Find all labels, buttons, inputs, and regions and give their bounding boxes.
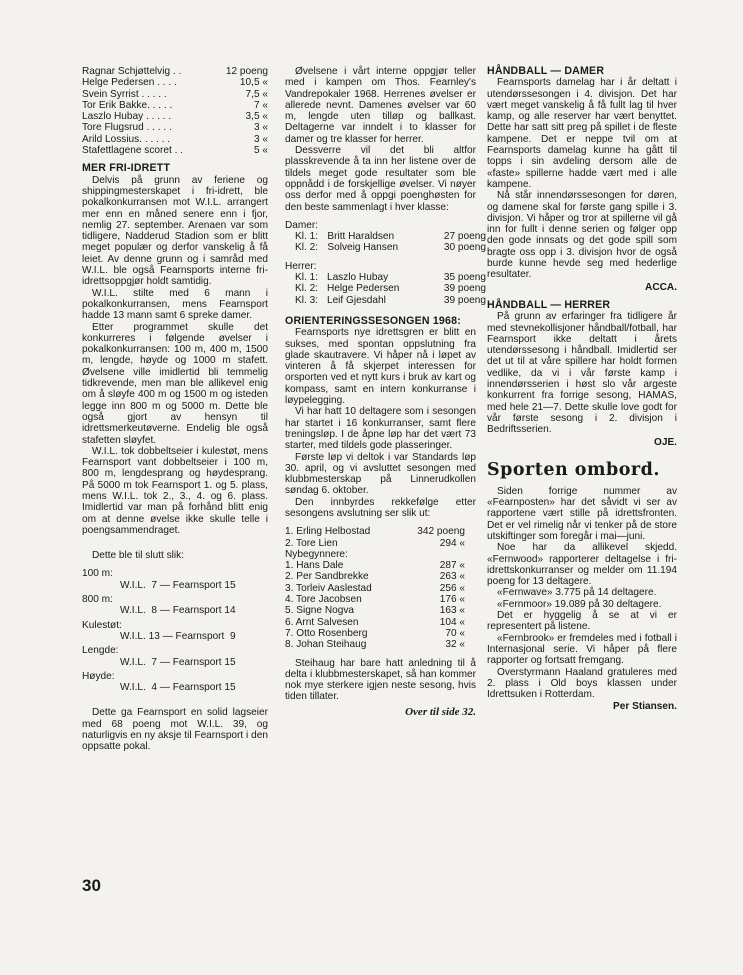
paragraph: Dette ga Fearnsport en solid lagseier med 68 poeng mot W.I.L. 39, og naturligvis en ny aksje til Fearnsport i den oppsatte pokal. <box>82 707 268 753</box>
paragraph: Første løp vi deltok i var Standards løp 30. april, og vi avsluttet sesongen med klubbmesterskap på Linnerudkollen søndag 6. oktober. <box>285 451 476 497</box>
result-line: W.I.L. 4 — Fearnsport 15 <box>120 682 236 694</box>
table-cell: Svein Syrrist . . . . . <box>82 88 167 100</box>
signature: OJE. <box>653 436 677 448</box>
table-cell: 6. Arnt Salvesen <box>285 616 359 628</box>
heading-orientering: ORIENTERINGSSESONGEN 1968: <box>285 314 461 327</box>
table-row <box>285 617 465 628</box>
table-row <box>82 77 268 88</box>
paragraph: «Fernmoor» 19.089 på 30 deltagere. <box>497 598 662 610</box>
paragraph: Det er hyggelig å se at vi er representert på listene. <box>487 610 677 633</box>
table-cell <box>401 549 465 560</box>
table-cell: 104 « <box>439 616 465 628</box>
table-row <box>285 571 465 582</box>
table-cell: 342 poeng <box>417 526 465 538</box>
paragraph: «Fernbrook» er fremdeles med i fotball i Internasjonal serie. Vi håper på flere rapporter og fortsatt fremgang. <box>487 632 677 667</box>
paragraph: Nå står innendørssesongen for døren, og damene skal for første gang spille i 3. divisjon. Vi håper og tror at spillerne vil gå inn for fullt i denne serien og følger opp den gode innsats og det gode spill som bragte oss opp i 3. divisjon hvor de også burde kunne hevde seg med hederlige resultater. <box>487 190 677 281</box>
results-list <box>82 568 268 693</box>
table-cell: Laszlo Hubay <box>326 272 389 284</box>
continued-note: Over til side 32. <box>405 705 476 718</box>
result-line: W.I.L. 13 — Fearnsport 9 <box>120 630 236 642</box>
table-cell: 4. Tore Jacobsen <box>285 594 362 606</box>
table-cell: 163 « <box>439 605 465 617</box>
table-row <box>295 242 486 253</box>
table-cell: 1. Hans Dale <box>285 560 344 572</box>
paragraph: «Fernwave» 3.775 på 14 deltagere. <box>497 587 657 599</box>
table-cell: Kl. 3: <box>295 294 319 306</box>
table-cell: Kl. 1: <box>295 231 319 243</box>
table-cell: Britt Haraldsen <box>327 231 395 243</box>
heading-handball-damer: HÅNDBALL — DAMER <box>487 65 605 77</box>
table-cell: Tor Erik Bakke. . . . . <box>82 99 173 111</box>
result-event: 800 m: <box>82 594 113 606</box>
table-row <box>295 231 486 242</box>
page-number: 30 <box>82 876 101 895</box>
herrer-table <box>295 272 486 306</box>
table-cell: 263 « <box>439 571 465 583</box>
table-row <box>285 526 465 537</box>
signature: ACCA. <box>645 281 677 293</box>
paragraph: Siden forrige nummer av «Fearnposten» har det såvidt vi ser av rapportene vært stille på idrettsfronten. Det er vel rimelig når vi tenker på de store utskiftinger som foregår i mai—juni. <box>487 485 677 542</box>
table-cell: Helge Pedersen <box>326 283 400 295</box>
table-row <box>285 583 465 594</box>
paragraph: Den innbyrdes rekkefølge etter sesongens avslutning ser slik ut: <box>285 496 476 519</box>
table-cell: 30 poeng <box>443 242 486 254</box>
table-row <box>295 272 486 283</box>
table-row <box>295 295 486 306</box>
table-cell: 39 poeng <box>443 294 486 306</box>
paragraph: Vi har hatt 10 deltagere som i sesongen har startet i 16 konkurranser, samt flere treningsløp. I de åpne løp har det vært 73 starter, med tildels gode plasseringer. <box>285 406 476 452</box>
paragraph: Fearnsports damelag har i år deltatt i utendørssesongen i 4. divisjon. Det har vært meget vanskelig å få fullt lag til hver kamp, og alle reserver har vært benyttet. Dette har satt sitt preg på spillet i de fleste kampene. Det er neppe tvil om at Fearnsports damelag kunne ha gått til topps i sin avdeling dersom alle de «faste» spillerne hadde vært med i alle kampene. <box>487 77 677 190</box>
result-line: W.I.L. 7 — Fearnsport 15 <box>120 579 236 591</box>
table-cell: 39 poeng <box>443 283 486 295</box>
table-cell: 12 poeng <box>225 66 268 77</box>
table-cell: 3,5 « <box>245 111 268 123</box>
table-cell: 3. Torleiv Aaslestad <box>285 582 372 594</box>
table-cell: 2. Tore Lien <box>285 537 338 549</box>
ranking-table <box>285 526 465 650</box>
table-cell: 287 « <box>439 560 465 572</box>
table-row <box>82 66 268 77</box>
table-cell: 10,5 « <box>239 77 268 89</box>
table-row <box>82 100 268 111</box>
table-cell: Solveig Hansen <box>327 242 399 254</box>
table-cell: Tore Flugsrud . . . . . <box>82 122 172 134</box>
result-event: Lengde: <box>82 645 119 657</box>
table-cell: Stafettlagene scoret . . <box>82 145 183 157</box>
table-row <box>295 283 486 294</box>
table-row <box>285 538 465 549</box>
table-cell: Laszlo Hubay . . . . . <box>82 111 172 123</box>
result-event: Kulestøt: <box>82 619 122 631</box>
table-row <box>285 560 465 571</box>
paragraph: W.I.L. stilte med 6 mann i pokalkonkurransen, mens Fearnsport hadde 13 mann samt 6 spreke damer. <box>82 287 268 322</box>
score-table <box>82 66 268 156</box>
table-cell: 256 « <box>439 582 465 594</box>
table-row <box>285 605 465 616</box>
table-cell: 7. Otto Rosenberg <box>285 627 368 639</box>
paragraph: Fearnsports nye idrettsgren er blitt en sukses, med spontan oppslutning fra glade skautravere. Vi håper nå i løpet av vinteren å få skjerpet interessen for orsporten ved et nytt kurs i bruk av kart og kompass, samt en intern konkurranse i løypelegging. <box>285 327 476 407</box>
table-cell: 294 « <box>439 537 465 549</box>
table-cell: 35 poeng <box>443 272 486 284</box>
table-row <box>82 122 268 133</box>
table-row <box>285 639 465 650</box>
paragraph: Overstyrmann Haaland gratuleres med 2. plass i Old boys klassen under Idrettsuken i Rotterdam. <box>487 666 677 701</box>
table-cell: Arild Lossius. . . . . . <box>82 133 171 145</box>
column-left <box>82 66 268 753</box>
column-right <box>487 66 677 713</box>
paragraph: Noe har da allikevel skjedd. «Fernwood» rapporterer deltagelse i fri-idrettskonkurranser og melder om 11.194 poeng for 13 deltagere. <box>487 542 677 588</box>
table-cell: Kl. 2: <box>295 283 319 295</box>
result-line: W.I.L. 8 — Fearnsport 14 <box>120 605 236 617</box>
table-row <box>82 145 268 156</box>
column-middle <box>285 66 486 718</box>
table-cell: 70 « <box>445 627 465 639</box>
table-cell: Leif Gjesdahl <box>326 294 386 306</box>
table-cell: Nybegynnere: <box>285 548 348 560</box>
paragraph: På grunn av erfaringer fra tidligere år med stevnekollisjoner håndball/fotball, har Fearnsport ikke deltatt i årets utendørssesong i håndball. Imidlertid ser det ut til at våre spillere har holdt formen vedlike, da vi i vår første kamp i innendørsserien i høst slo vår argeste konkurrent fra forrige sesong, HAMAS, med hele 21—7. Dette skulle love godt for vår første sesong i 2. divisjon i Bedriftsserien. <box>487 311 677 436</box>
heading-sporten-ombord: Sporten ombord. <box>487 459 660 480</box>
result-line: W.I.L. 7 — Fearnsport 15 <box>120 656 236 668</box>
table-row <box>82 111 268 122</box>
table-cell: 5 « <box>253 145 268 157</box>
table-row <box>285 594 465 605</box>
table-cell: Kl. 2: <box>295 242 319 254</box>
table-cell: 8. Johan Steihaug <box>285 639 367 651</box>
table-cell: Helge Pedersen . . . . <box>82 77 177 89</box>
table-row <box>82 89 268 100</box>
table-cell: 176 « <box>439 594 465 606</box>
table-cell: 32 « <box>445 639 465 651</box>
table-cell: 27 poeng <box>443 231 486 243</box>
table-cell: Ragnar Schjøttelvig . . <box>82 66 182 77</box>
table-cell: 7 « <box>253 99 268 111</box>
table-row <box>285 549 465 560</box>
result-event: Høyde: <box>82 670 115 682</box>
signature: Per Stiansen. <box>613 701 677 713</box>
result-event: 100 m: <box>82 568 113 580</box>
paragraph: Delvis på grunn av feriene og shippingmesterskapet i fri-idrett, ble pokalkonkurransen mot W.I.L. arrangert mer enn en måned senere enn i fjor, nemlig 27. september. Arenaen var som tidligere, Nadderud Stadion som er blitt meget populær og derfor vanskelig å få leiet. Av denne grunn og i samråd med W.I.L. ble også Fearnsports interne fri-idrettsoppgjør holdt samtidig. <box>82 174 268 288</box>
table-cell: 3 « <box>253 122 268 134</box>
table-row <box>82 134 268 145</box>
damer-table <box>295 231 486 254</box>
table-cell: 1. Erling Helbostad <box>285 526 371 538</box>
paragraph: Steihaug har bare hatt anledning til å delta i klubbmesterskapet, så han kommer nok mye sterkere igjen neste sesong, hvis tiden tillater. <box>285 657 476 703</box>
heading-mer-fri-idrett: MER FRI-IDRETT <box>82 162 171 175</box>
paragraph: Øvelsene i vårt interne oppgjør teller med i kampen om Thos. Fearnley's Vandrepokaler 1968. Herrenes øvelser er allerede nevnt. Damenes øvelser var 60 m, lengde uten tilløp og ballkast. Deltagerne var inndelt i to klasser for damer og tre klasser for herrer. <box>285 66 476 145</box>
paragraph: W.I.L. tok dobbeltseier i kulestøt, mens Fearnsport vant dobbeltseier i 100 m, 800 m, lengdesprang og høydesprang. På 5000 m tok Fearnsport 1. og 5. plass, mens W.I.L. tok 2., 3., 4. og 6. plass. Imidlertid var man på forhånd blitt enig om at denne øvelse ikke skulle telle i poengsammendraget. <box>82 445 268 536</box>
paragraph: Etter programmet skulle det konkurreres i følgende øvelser i pokalkonkurransen: 100 m, 400 m, 1500 m, lengde, høyde og 1000 m stafett. Øvelsene ville imidlertid bli temmelig tidkrevende, men man ble allikevel enig om å sløyfe 400 m og 1500 m og isteden legge inn 800 m og 5000 m. Dette ble også gjort av hensyn til idrettsmerkeutøverne. Endelig ble også stafetten sløyfet. <box>82 321 268 446</box>
table-row <box>285 628 465 639</box>
table-cell: 7,5 « <box>245 88 268 100</box>
table-cell: 2. Per Sandbrekke <box>285 571 369 583</box>
paragraph: Dessverre vil det bli altfor plasskrevende å ta inn her listene over de tildels meget gode resultater som ble oppnådd i de forskjellige øvelser. Vi nøyer oss derfor med å oppgi poenghøsten for den beste sammenlagt i hver klasse: <box>285 145 476 213</box>
herrer-label: Herrer: <box>285 260 317 272</box>
damer-label: Damer: <box>285 219 319 231</box>
table-cell: 3 « <box>253 133 268 145</box>
results-intro: Dette ble til slutt slik: <box>92 550 184 562</box>
table-cell: 5. Signe Nogva <box>285 605 355 617</box>
heading-handball-herrer: HÅNDBALL — HERRER <box>487 298 611 311</box>
table-cell: Kl. 1: <box>295 272 319 284</box>
